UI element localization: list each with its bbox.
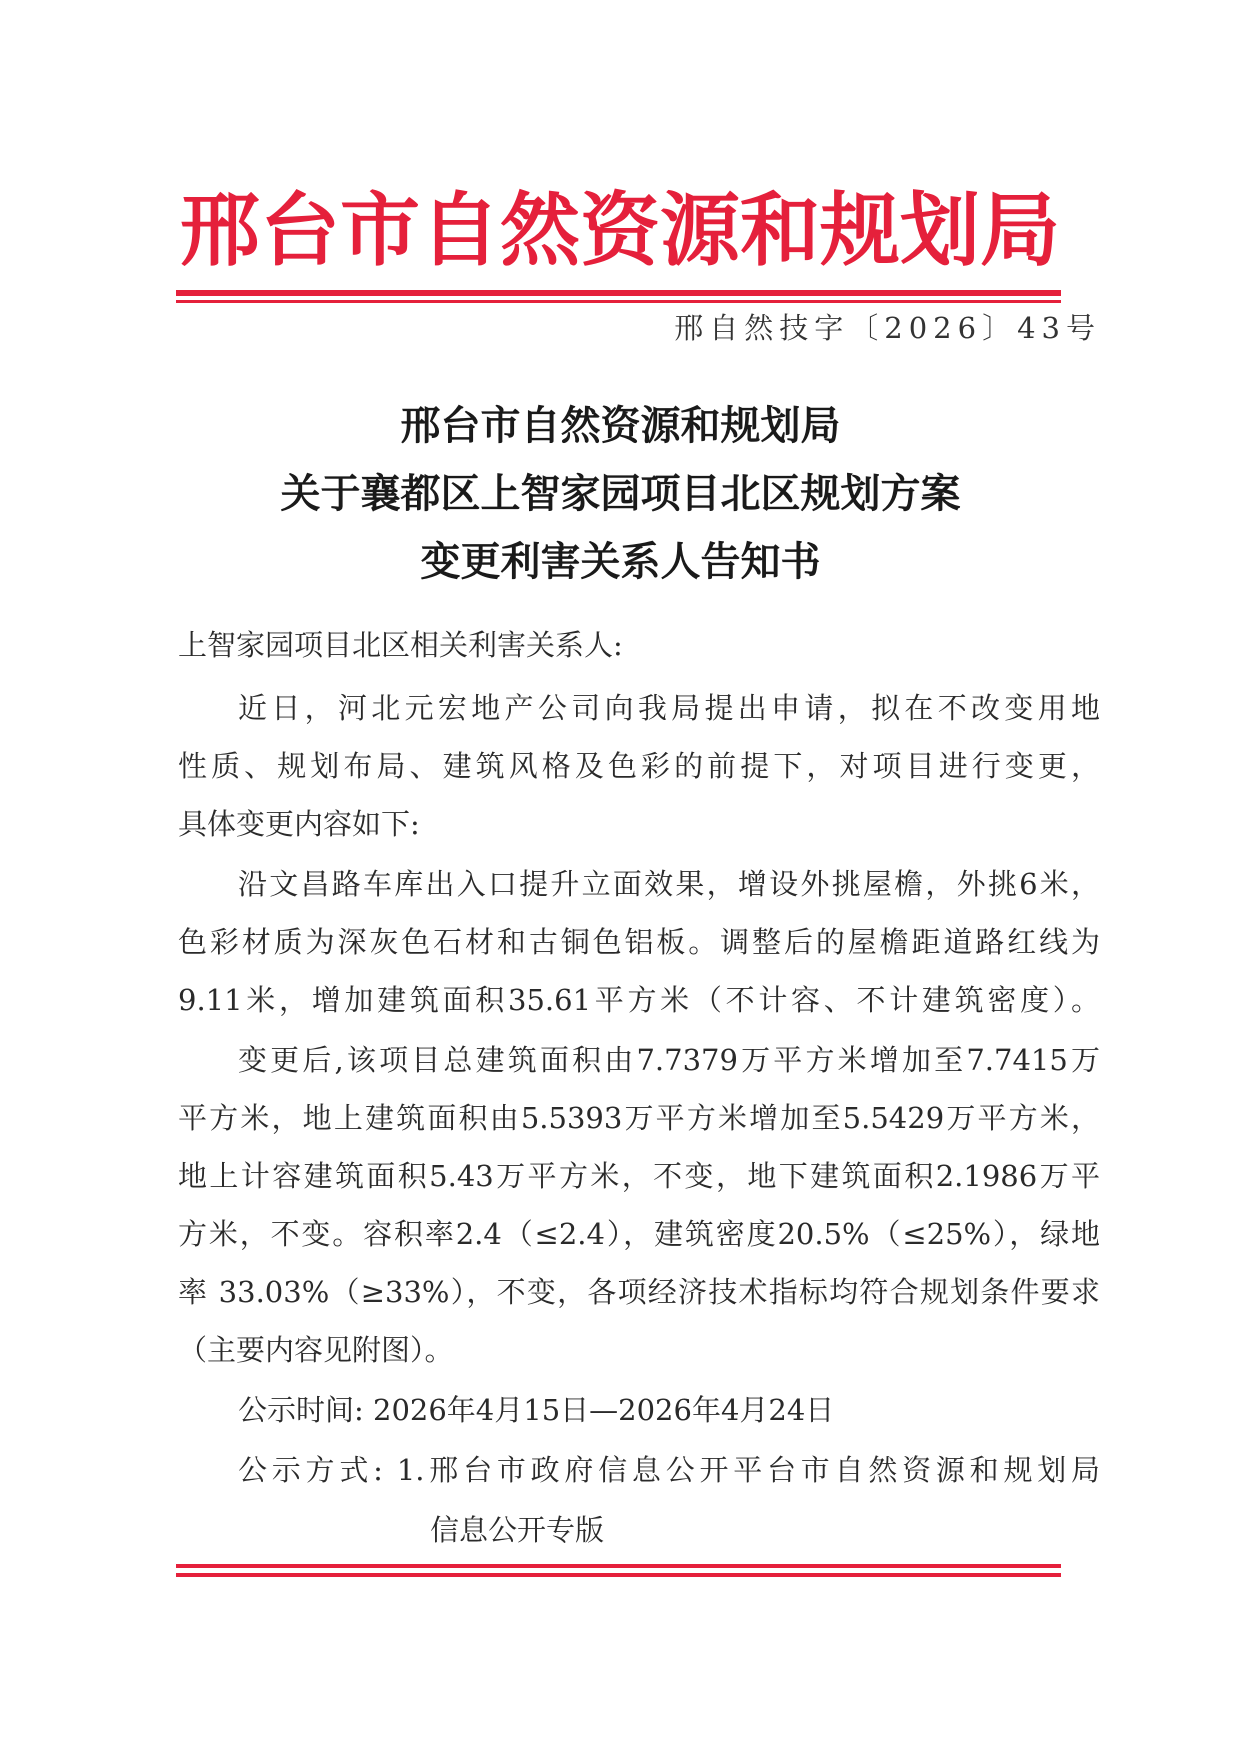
document-number: 邢自然技字〔2026〕43号 bbox=[674, 311, 1101, 345]
header-divider-thick bbox=[176, 290, 1061, 296]
body-line: 平方米，地上建筑面积由5.5393万平方米增加至5.5429万平方米， bbox=[178, 1101, 1100, 1135]
organization-header: 邢台市自然资源和规划局 bbox=[180, 183, 1060, 277]
body-line: 具体变更内容如下: bbox=[178, 807, 420, 841]
body-line: 色彩材质为深灰色石材和古铜色铝板。调整后的屋檐距道路红线为 bbox=[178, 925, 1100, 959]
notice-method-continued: 信息公开专版 bbox=[430, 1513, 605, 1547]
body-line: 性质、规划布局、建筑风格及色彩的前提下，对项目进行变更， bbox=[178, 749, 1100, 783]
document-title-line-2: 关于襄都区上智家园项目北区规划方案 bbox=[280, 470, 961, 517]
footer-divider-top bbox=[176, 1564, 1061, 1568]
header-divider-thin bbox=[176, 300, 1061, 303]
body-line: 地上计容建筑面积5.43万平方米，不变，地下建筑面积2.1986万平 bbox=[178, 1159, 1100, 1193]
body-line: 方米，不变。容积率2.4（≤2.4），建筑密度20.5%（≤25%），绿地 bbox=[178, 1217, 1100, 1251]
footer-divider-bottom bbox=[176, 1573, 1061, 1577]
body-line: 近日，河北元宏地产公司向我局提出申请，拟在不改变用地 bbox=[238, 691, 1100, 725]
body-line: 沿文昌路车库出入口提升立面效果，增设外挑屋檐，外挑6米， bbox=[238, 867, 1100, 901]
body-line: 9.11米，增加建筑面积35.61平方米（不计容、不计建筑密度）。 bbox=[178, 983, 1100, 1017]
body-line: （主要内容见附图）。 bbox=[178, 1333, 454, 1367]
document-title-line-3: 变更利害关系人告知书 bbox=[420, 538, 821, 585]
body-line: 率 33.03%（≥33%），不变，各项经济技术指标均符合规划条件要求 bbox=[178, 1275, 1100, 1309]
notice-method: 公示方式: 1.邢台市政府信息公开平台市自然资源和规划局 bbox=[238, 1453, 1100, 1487]
document-title-line-1: 邢台市自然资源和规划局 bbox=[400, 402, 841, 449]
body-line: 变更后,该项目总建筑面积由7.7379万平方米增加至7.7415万 bbox=[238, 1043, 1100, 1077]
notice-period: 公示时间: 2026年4月15日—2026年4月24日 bbox=[238, 1393, 835, 1427]
salutation: 上智家园项目北区相关利害关系人: bbox=[178, 628, 623, 662]
